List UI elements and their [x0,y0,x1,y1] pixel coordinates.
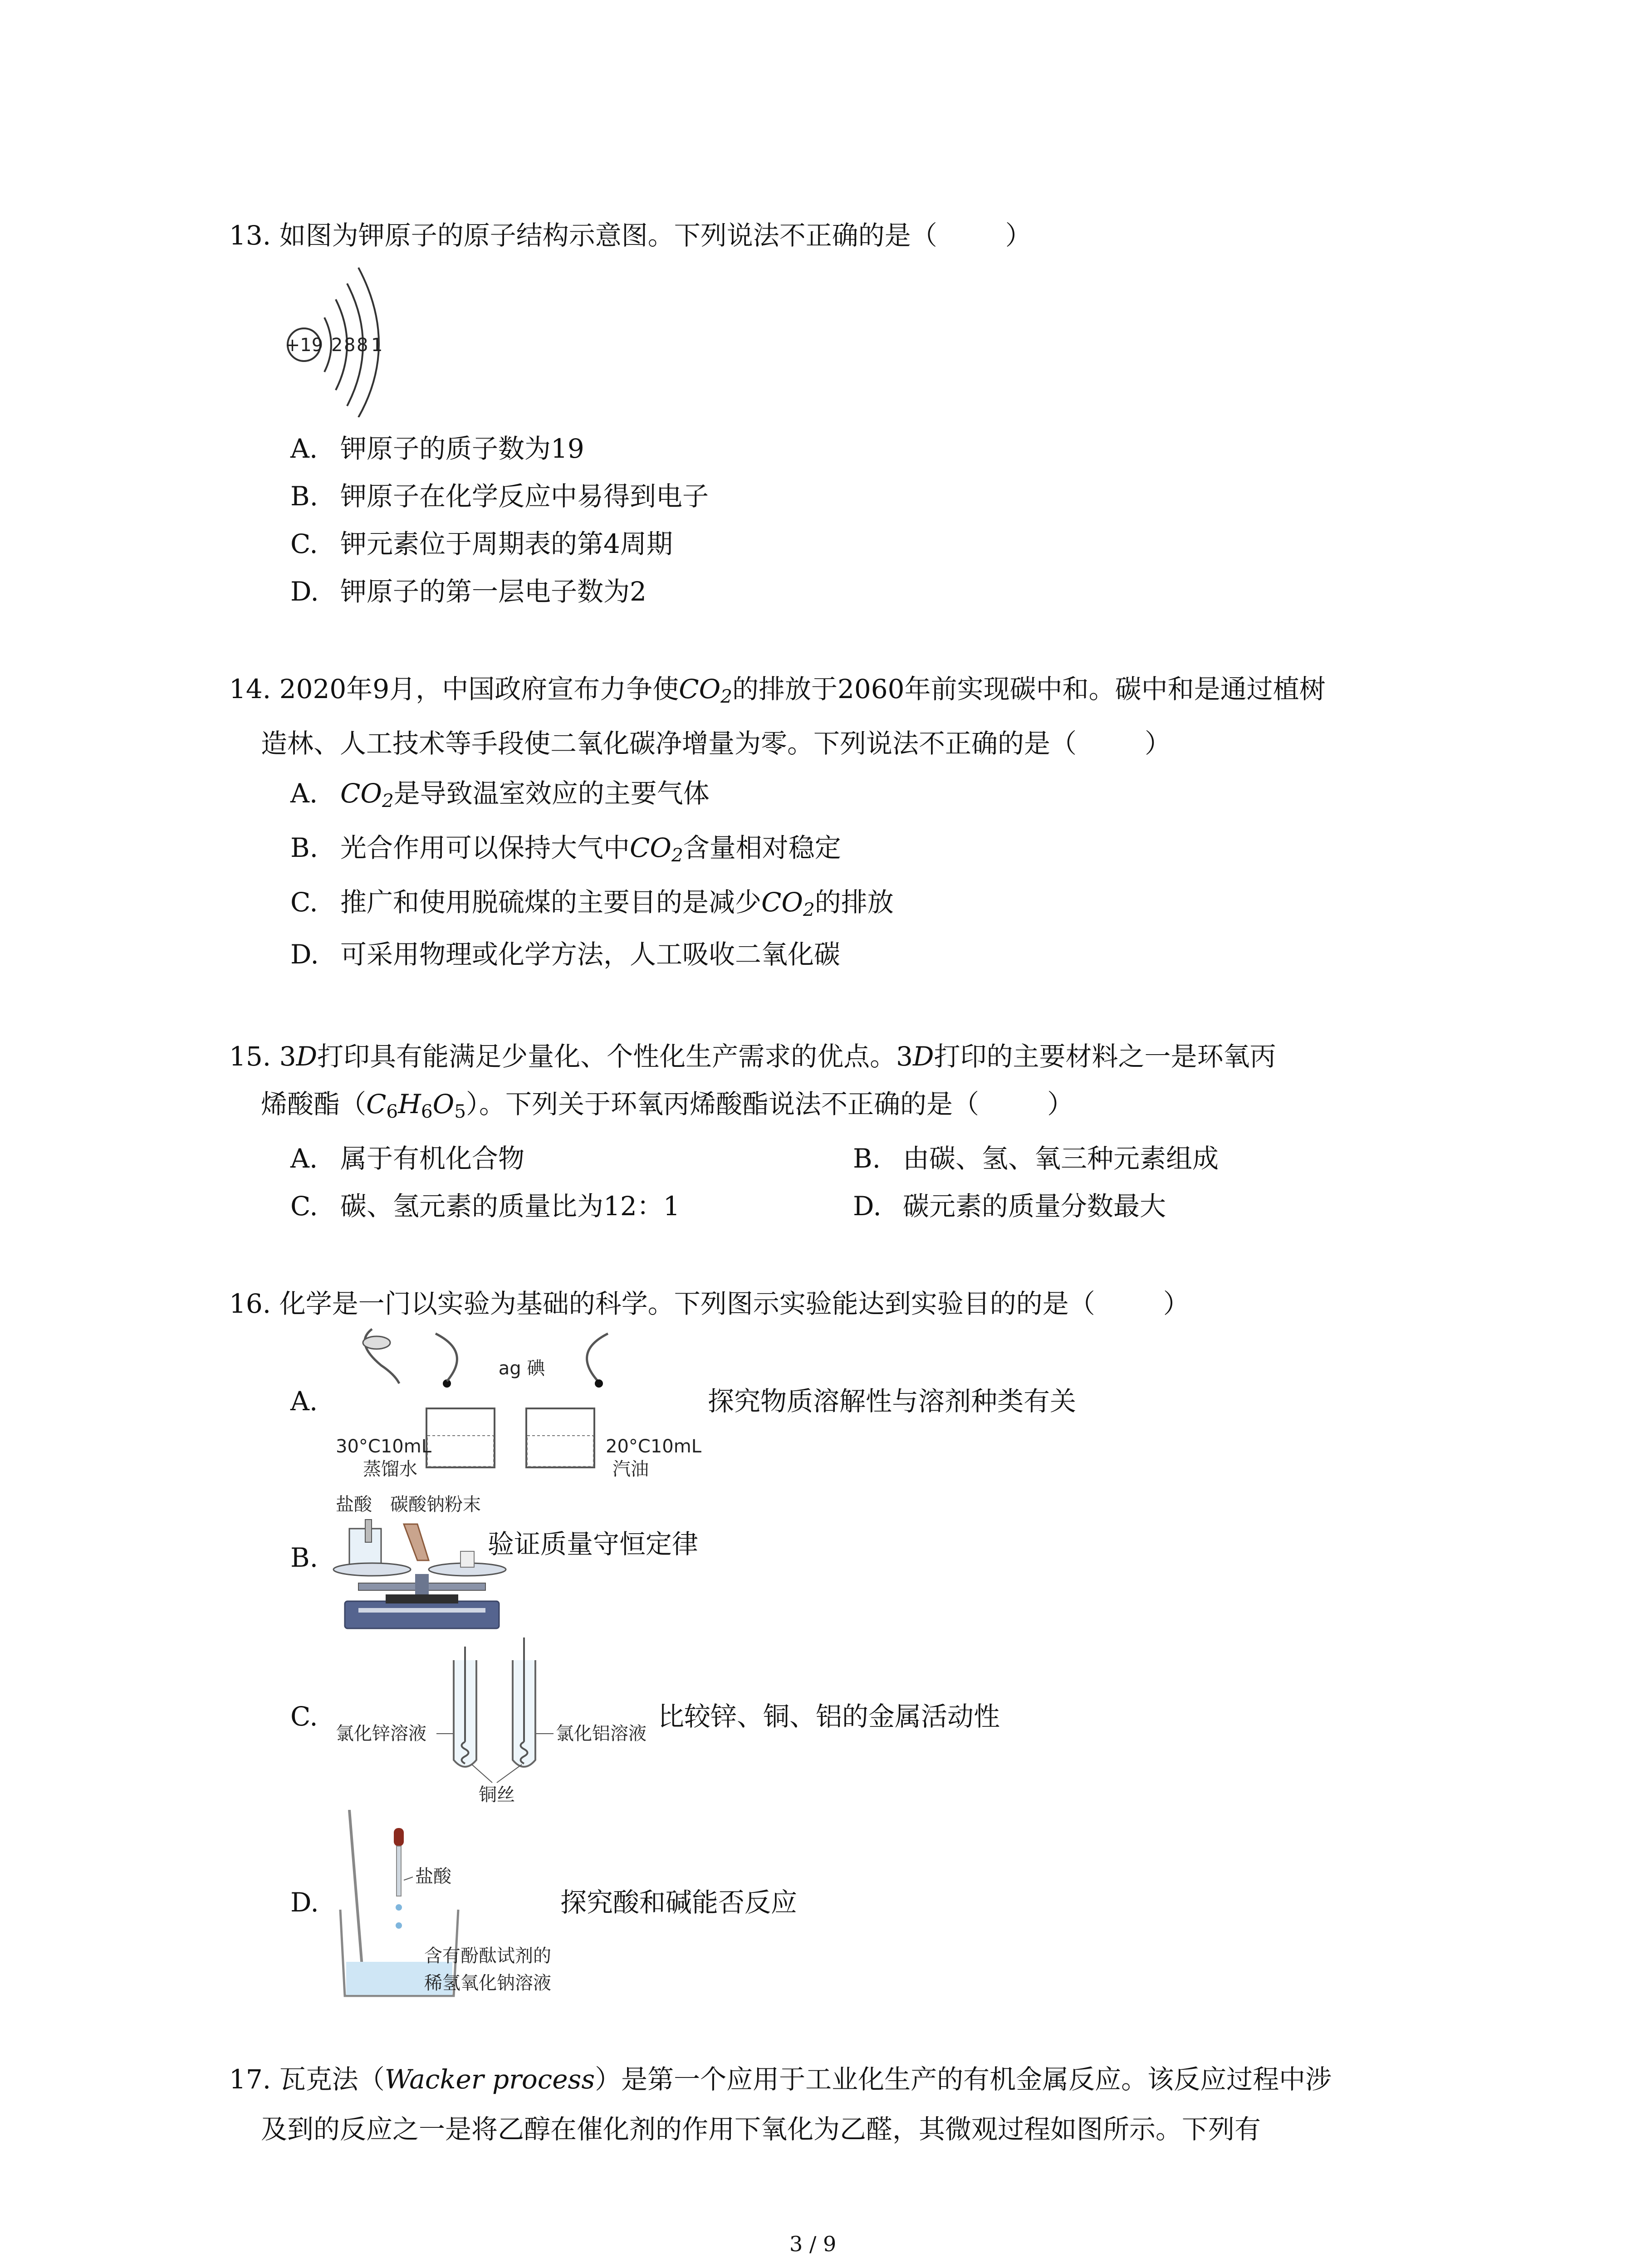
q16-option-c-text: 比较锌、铜、铝的金属活动性 [658,1701,1000,1732]
q16-option-c-letter: C. [290,1701,318,1732]
q13-number: 13. [229,220,271,251]
q13-stem: 13. 如图为钾原子的原子结构示意图。下列说法不正确的是（ ） [229,220,1032,251]
potassium-atom-diagram [281,263,408,417]
label-right-temp-volume: 20°C10mL [606,1436,701,1457]
q14-option-d: D. 可采用物理或化学方法，人工吸收二氧化碳 [290,939,841,970]
label-copper-wire: 铜丝 [479,1784,515,1805]
q17-stem-line1: 17. 瓦克法（Wacker process）是第一个应用于工业化生产的有机金属反应。该反应过程中涉 [229,2064,1332,2095]
q13-option-b: B. 钾原子在化学反应中易得到电子 [290,481,709,512]
label-phenolphthalein-solution-line1: 含有酚酞试剂的 [424,1945,551,1966]
q15-number: 15. [229,1041,271,1072]
q15-option-a: A. 属于有机化合物 [290,1143,525,1174]
q16-option-d-text: 探究酸和碱能否反应 [560,1887,798,1918]
q14-option-a: A. $CO_2$是导致温室效应的主要气体 [290,778,710,812]
label-left-temp-volume: 30°C10mL [336,1436,431,1457]
q17-stem-line2: 及到的反应之一是将乙醇在催化剂的作用下氧化为乙醛，其微观过程如图所示。下列有 [261,2114,1261,2145]
label-gasoline: 汽油 [612,1459,649,1480]
nucleus-charge: +19 [284,335,323,356]
label-hydrochloric-acid: 盐酸 [336,1494,372,1515]
q14-stem-line2: 造林、人工技术等手段使二氧化碳净增量为零。下列说法不正确的是（ ） [261,728,1171,759]
q14-number: 14. [229,674,271,704]
q15-stem-line2: 烯酸酯$(C_6H_6O_5)$。下列关于环氧丙烯酸酯说法不正确的是（ ） [261,1089,1074,1123]
metal-activity-test-tubes-diagram [331,1637,676,1837]
label-zinc-chloride-solution: 氯化锌溶液 [336,1723,426,1744]
q16-option-b-text: 验证质量守恒定律 [488,1529,699,1559]
label-phenolphthalein-solution-line2: 稀氢氧化钠溶液 [424,1973,551,1994]
q14-option-c: C. 推广和使用脱硫煤的主要目的是减少$CO_2$的排放 [290,887,894,921]
page-number: 3 / 9 [789,2232,837,2256]
mass-conservation-balance-diagram [331,1492,513,1642]
q16-option-a-text: 探究物质溶解性与溶剂种类有关 [708,1386,1077,1417]
q16-number: 16. [229,1288,271,1319]
shell-2-electrons: 8 [344,335,356,356]
q15-option-d: D. 碳元素的质量分数最大 [853,1191,1166,1222]
q14-stem-line1: 14. 2020年9月，中国政府宣布力争使$CO_2$的排放于2060年前实现碳中和。碳中和是通过植树 [229,674,1326,708]
label-iodine: ag 碘 [498,1358,545,1379]
shell-4-electrons: 1 [371,335,383,356]
q15-option-b: B. 由碳、氢、氧三种元素组成 [853,1143,1219,1174]
label-sodium-carbonate-powder: 碳酸钠粉末 [390,1494,481,1515]
q13-option-d: D. 钾原子的第一层电子数为2 [290,576,647,607]
label-hydrochloric-acid-dropper: 盐酸 [415,1866,451,1887]
q15-option-c: C. 碳、氢元素的质量比为12：1 [290,1191,680,1222]
q13-option-c: C. 钾元素位于周期表的第4周期 [290,528,673,559]
iodine-solubility-diagram [327,1325,717,1488]
q16-stem: 16. 化学是一门以实验为基础的科学。下列图示实验能达到实验目的的是（ ） [229,1288,1190,1319]
q15-stem-line1: 15. 3D打印具有能满足少量化、个性化生产需求的优点。3D打印的主要材料之一是环氧丙 [229,1041,1276,1072]
shell-3-electrons: 8 [357,335,368,356]
label-aluminum-chloride-solution: 氯化铝溶液 [556,1723,647,1744]
q17-number: 17. [229,2064,271,2095]
q14-option-b: B. 光合作用可以保持大气中$CO_2$含量相对稳定 [290,832,841,866]
label-distilled-water: 蒸馏水 [363,1459,417,1480]
q13-option-a: A. 钾原子的质子数为19 [290,433,584,464]
q16-option-a-letter: A. [290,1386,318,1417]
q13-stem-text: 如图为钾原子的原子结构示意图。下列说法不正确的是（ [279,220,937,251]
shell-1-electrons: 2 [331,335,343,356]
q16-option-b-letter: B. [290,1542,318,1573]
q16-option-d-letter: D. [290,1887,319,1918]
